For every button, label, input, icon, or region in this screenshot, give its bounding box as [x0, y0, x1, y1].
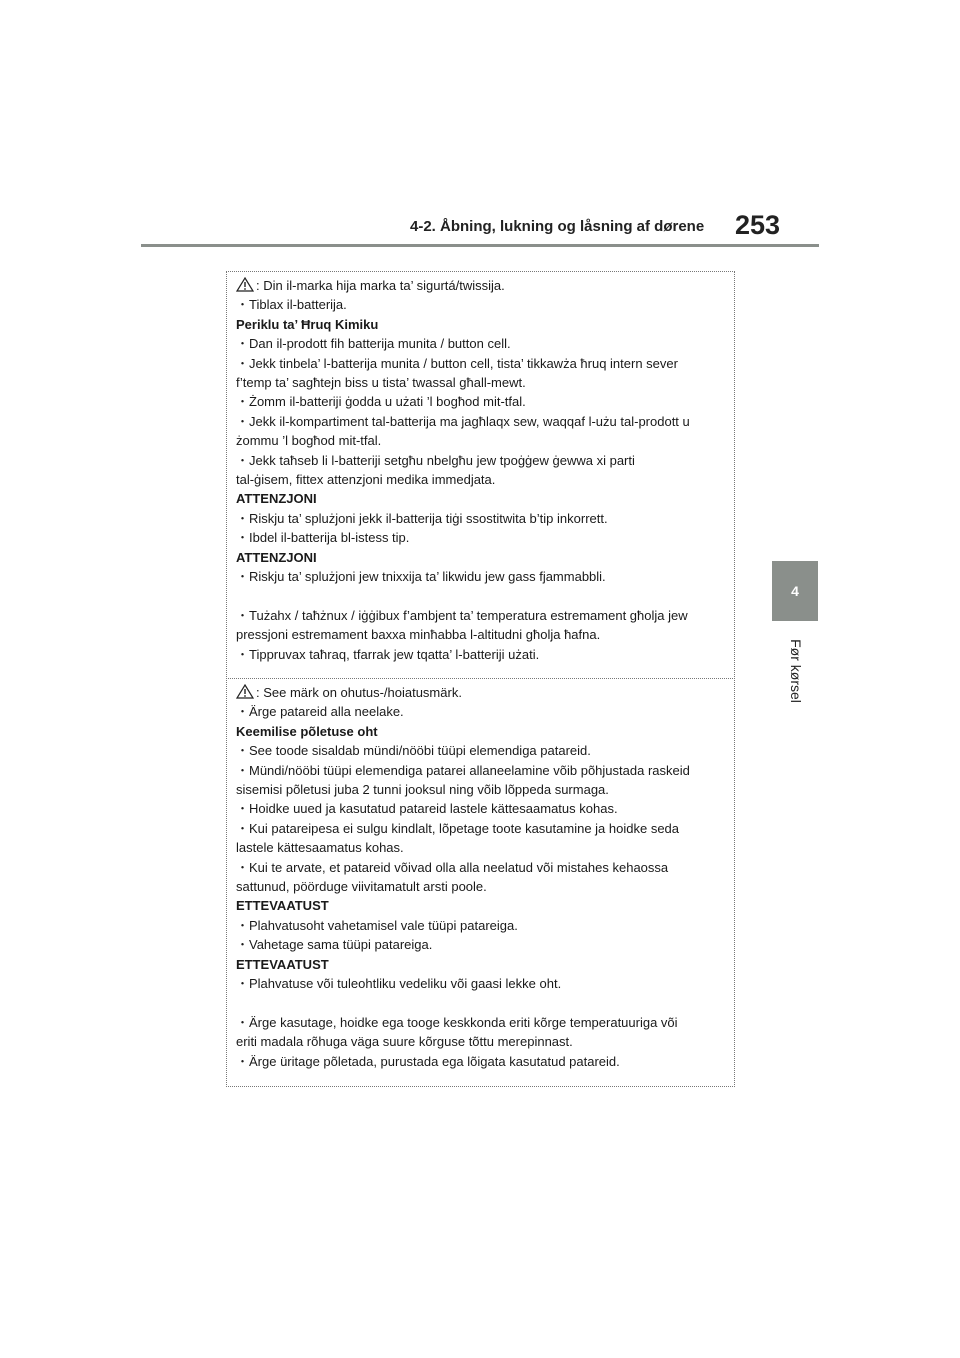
line-text: ・Jekk taħseb li l-batteriji setgħu nbelgħu jew tpoġġew ġewwa xi parti [236, 452, 635, 468]
warning-line [236, 974, 726, 993]
line-text: ETTEVAATUST [236, 956, 329, 972]
line-text: ・Riskju ta’ splużjoni jekk il-batterija tiġi ssostitwita b’tip inkorrett. [236, 510, 608, 526]
line-text: ・Tiblax il-batterija. [236, 297, 347, 313]
line-text: ・Plahvatuse või tuleohtliku vedeliku või gaasi lekke oht. [236, 976, 562, 992]
warning-line [236, 877, 726, 896]
warning-line [236, 1013, 726, 1032]
warning-heading [236, 315, 726, 334]
warning-line [236, 451, 726, 470]
line-text: : Din il-marka hija marka ta’ sigurtá/twissija. [256, 278, 505, 293]
line-text: : See märk on ohutus-/hoiatusmärk. [256, 685, 462, 700]
maltese-warning-section [236, 276, 726, 664]
paragraph-gap [236, 994, 726, 1013]
warning-line [236, 567, 726, 586]
line-text: sattunud, pöörduge viivitamatult arsti poole. [236, 879, 487, 895]
warning-line [236, 683, 726, 702]
warning-triangle-icon [236, 684, 254, 699]
warning-line [236, 935, 726, 954]
chapter-tab: 4 [772, 561, 818, 621]
warning-line [236, 392, 726, 411]
line-text: ・Tużahx / taħżnux / iġġibux f’ambjent ta’ temperatura estremament għolja jew [236, 607, 688, 623]
line-text: ・Ärge üritage põletada, purustada ega lõigata kasutatud patareid. [236, 1053, 620, 1069]
header-rule [141, 244, 819, 247]
line-text: eriti madala rõhuga väga suure kõrguse tõttu merepinnast. [236, 1034, 573, 1050]
line-text: ETTEVAATUST [236, 898, 329, 914]
warning-line [236, 354, 726, 373]
warning-line [236, 761, 726, 780]
box-divider [226, 678, 735, 679]
line-text: ・Plahvatusoht vahetamisel vale tüüpi patareiga. [236, 917, 518, 933]
line-text: ・Vahetage sama tüüpi patareiga. [236, 937, 433, 953]
line-text: ・Jekk il-kompartiment tal-batterija ma jagħlaqx sew, waqqaf l-użu tal-prodott u [236, 413, 690, 429]
line-text: f’temp ta’ sagħtejn biss u tista’ twassal għall-mewt. [236, 375, 526, 391]
line-text: Keemilise põletuse oht [236, 723, 378, 739]
line-text: ・See toode sisaldab mündi/nööbi tüüpi elemendiga patareid. [236, 743, 591, 759]
warning-line [236, 1032, 726, 1051]
warning-line [236, 702, 726, 721]
warning-line [236, 334, 726, 353]
line-text: ・Tippruvax taħraq, tfarrak jew tqatta’ l-batteriji użati. [236, 646, 540, 662]
warning-line [236, 838, 726, 857]
warning-line [236, 431, 726, 450]
line-text: lastele kättesaamatus kohas. [236, 840, 404, 856]
warning-line [236, 780, 726, 799]
line-text: ・Dan il-prodott fih batterija munita / button cell. [236, 336, 511, 352]
section-title: 4-2. Åbning, lukning og låsning af dørene [410, 218, 705, 235]
warning-line [236, 509, 726, 528]
paragraph-gap [236, 587, 726, 606]
warning-line [236, 1052, 726, 1071]
warning-line [236, 470, 726, 489]
warning-line [236, 295, 726, 314]
warning-line [236, 276, 726, 295]
warning-heading [236, 722, 726, 741]
warning-line [236, 625, 726, 644]
line-text: żommu ’l bogħod mit-tfal. [236, 433, 382, 449]
line-text: ・Kui te arvate, et patareid võivad olla alla neelatud või mistahes kehaossa [236, 859, 669, 875]
chapter-label: Før kørsel [788, 639, 804, 703]
line-text: tal-ġisem, fittex attenzjoni medika immedjata. [236, 472, 496, 488]
warning-line [236, 858, 726, 877]
line-text: ・Ärge patareid alla neelake. [236, 704, 404, 720]
warning-line [236, 412, 726, 431]
page-number: 253 [735, 210, 781, 240]
warning-line [236, 916, 726, 935]
line-text: ・Ibdel il-batterija bl-istess tip. [236, 530, 410, 546]
line-text: ・Mündi/nööbi tüüpi elemendiga patarei allaneelamine võib põhjustada raskeid [236, 762, 690, 778]
warning-heading [236, 548, 726, 567]
warning-heading [236, 896, 726, 915]
warning-line [236, 373, 726, 392]
line-text: ATTENZJONI [236, 491, 317, 507]
line-text: pressjoni estremament baxxa minħabba l-altitudni għolja ħafna. [236, 627, 601, 643]
line-text: ・Hoidke uued ja kasutatud patareid lastele kättesaamatus kohas. [236, 801, 618, 817]
warning-line [236, 528, 726, 547]
warning-line [236, 741, 726, 760]
warning-line [236, 799, 726, 818]
line-text: ・Kui patareipesa ei sulgu kindlalt, lõpetage toote kasutamine ja hoidke seda [236, 820, 680, 836]
line-text: ・Riskju ta’ splużjoni jew tnixxija ta’ likwidu jew gass fjammabbli. [236, 569, 606, 585]
warning-line [236, 606, 726, 625]
warning-heading [236, 489, 726, 508]
warning-heading [236, 955, 726, 974]
warning-triangle-icon [236, 277, 254, 292]
estonian-warning-section [236, 683, 726, 1071]
line-text: ・Żomm il-batteriji ġodda u użati ’l bogħod mit-tfal. [236, 394, 526, 410]
line-text: sisemisi põletusi juba 2 tunni jooksul ning võib lõppeda surmaga. [236, 782, 609, 798]
line-text: ・Jekk tinbela’ l-batterija munita / button cell, tista’ tikkawża ħruq intern sever [236, 355, 678, 371]
warning-line [236, 645, 726, 664]
line-text: ・Ärge kasutage, hoidke ega tooge keskkonda eriti kõrge temperatuuriga või [236, 1014, 678, 1030]
line-text: ATTENZJONI [236, 549, 317, 565]
warning-line [236, 819, 726, 838]
line-text: Periklu ta’ Ħruq Kimiku [236, 316, 379, 332]
